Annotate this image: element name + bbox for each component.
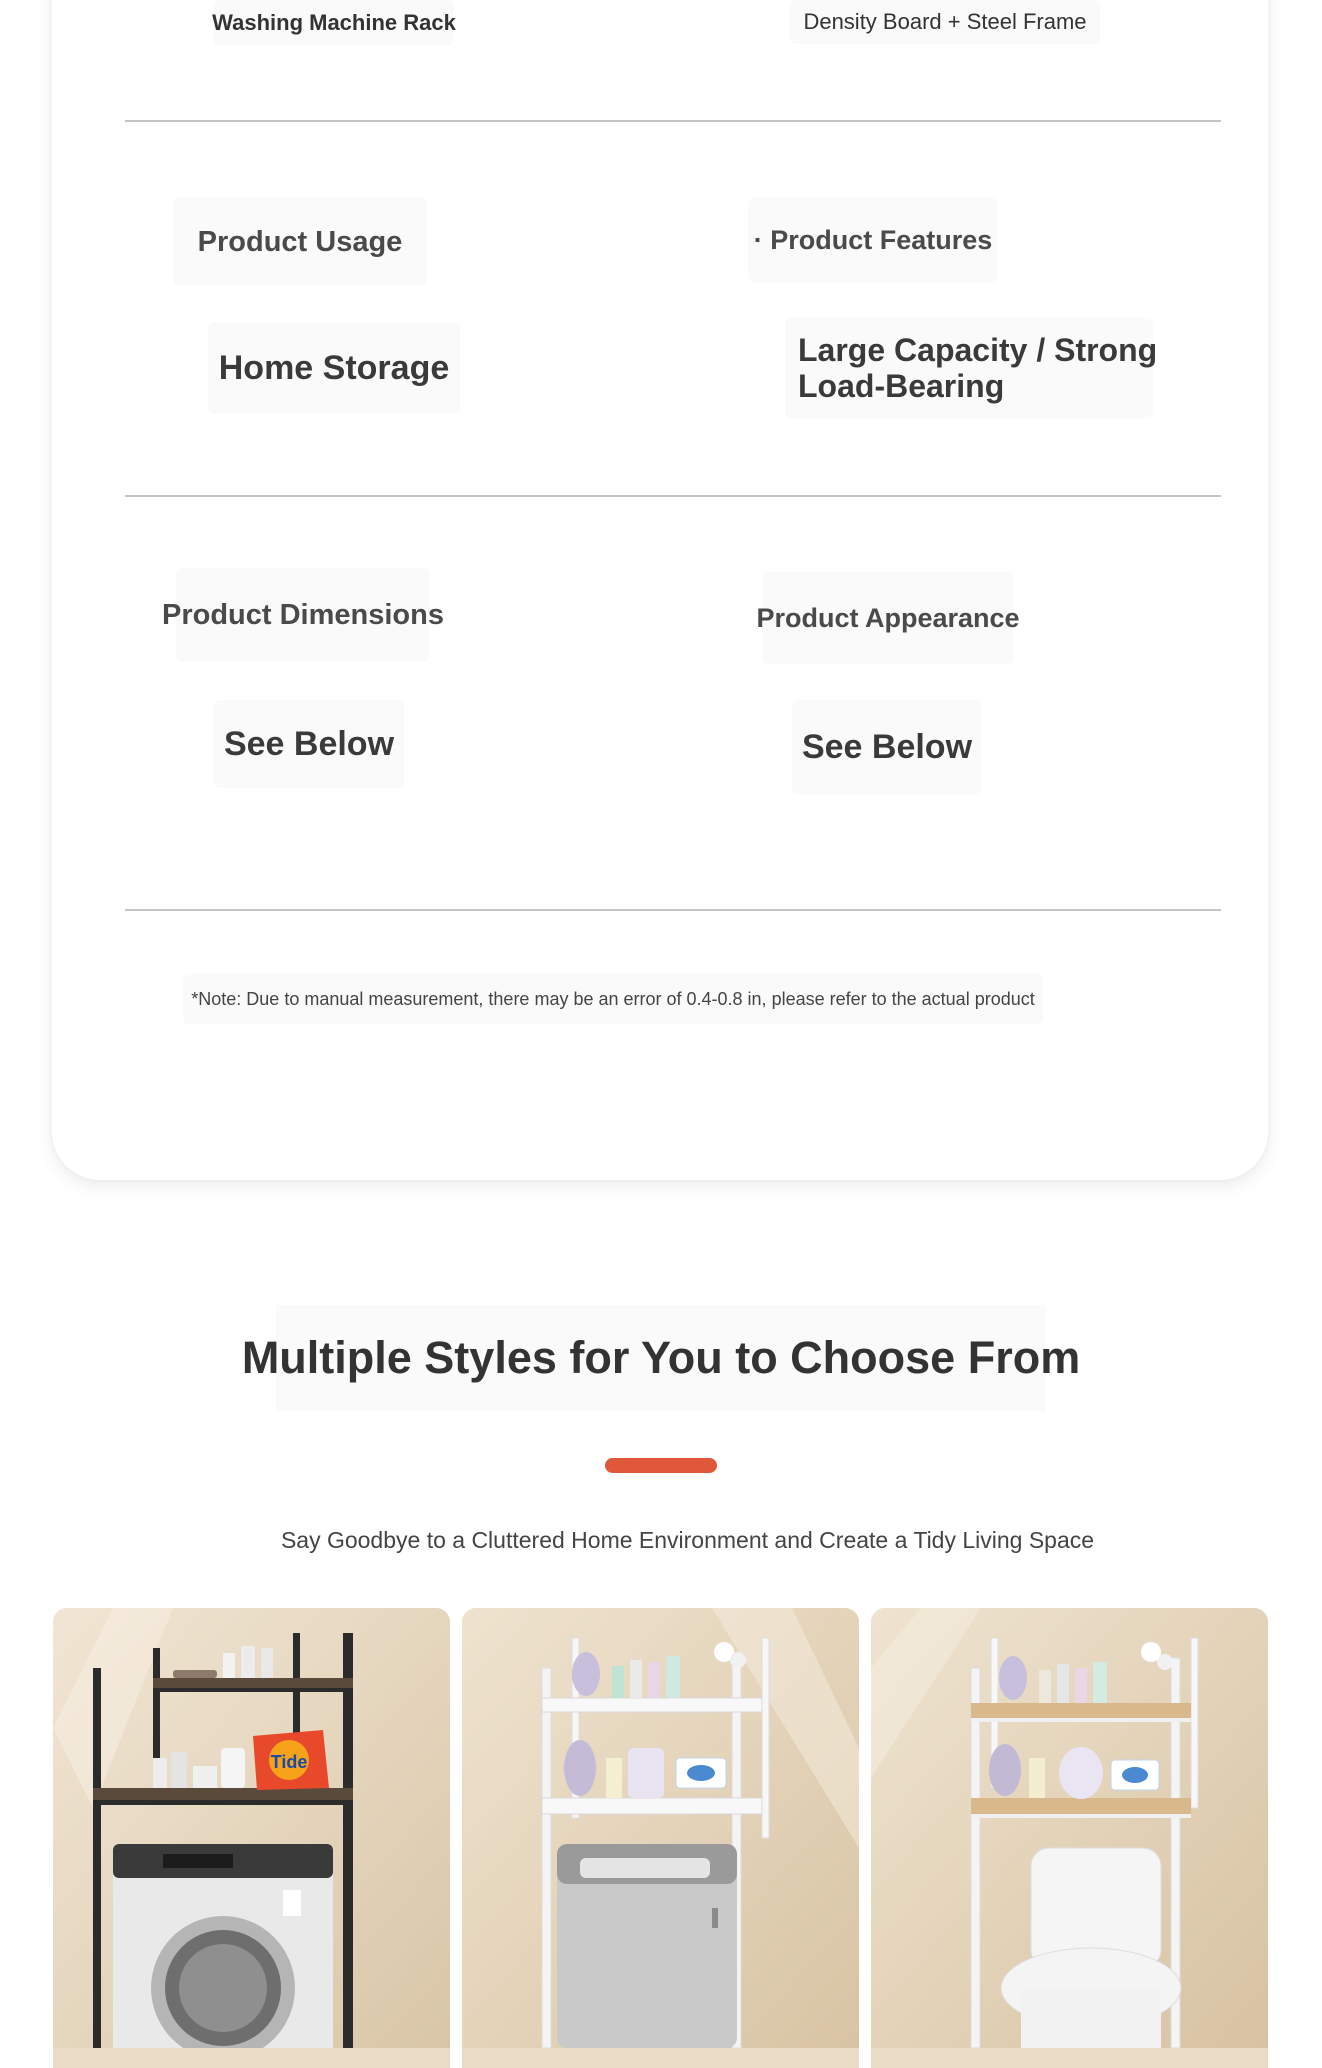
product-card-wood-rack[interactable] (871, 1608, 1268, 2068)
title-accent-bar (605, 1458, 717, 1473)
white-rack-top-loader-image (462, 1608, 859, 2048)
tide-logo-text: Tide (270, 1752, 308, 1772)
product-usage-label-text: Product Usage (197, 225, 403, 258)
divider-3 (125, 909, 1221, 911)
product-dimensions-value (214, 700, 404, 788)
product-features-value-line1: Large Capacity / Strong (798, 332, 1158, 368)
measurement-note (183, 974, 1043, 1024)
product-name-value (214, 0, 454, 46)
product-usage-value-text: Home Storage (218, 348, 450, 387)
product-appearance-value (792, 700, 982, 794)
wood-rack-toilet-image (871, 1608, 1268, 2048)
detergent-bag (253, 1730, 329, 1790)
product-features-label (748, 198, 998, 282)
product-appearance-value-text: See Below (801, 727, 973, 766)
product-features-value-line2: Load-Bearing (798, 368, 1005, 404)
product-card-black-rack[interactable] (53, 1608, 450, 2068)
product-appearance-label (756, 572, 1020, 664)
product-name-text: Washing Machine Rack (212, 10, 456, 35)
product-dimensions-label-text: Product Dimensions (162, 598, 444, 631)
product-dimensions-label (162, 568, 444, 662)
product-card-white-rack[interactable] (462, 1608, 859, 2068)
styles-section-subtitle: Say Goodbye to a Cluttered Home Environment and Create a Tidy Living Space (280, 1526, 1095, 1553)
product-features-value (785, 318, 1158, 418)
product-appearance-label-text: Product Appearance (756, 602, 1020, 633)
styles-section-title (241, 1305, 1081, 1411)
product-usage-value (208, 322, 460, 414)
material-value (790, 0, 1100, 44)
black-rack-washer-image (53, 1608, 450, 2048)
divider-1 (125, 120, 1221, 122)
product-usage-label (173, 198, 427, 286)
styles-section-title-text: Multiple Styles for You to Choose From (241, 1332, 1081, 1383)
material-text: Density Board + Steel Frame (803, 9, 1087, 34)
divider-2 (125, 495, 1221, 497)
product-dimensions-value-text: See Below (223, 724, 395, 763)
measurement-note-text: *Note: Due to manual measurement, there may be an error of 0.4-0.8 in, please refer to the actual product (191, 988, 1035, 1009)
product-features-label-text: · Product Features (753, 224, 993, 255)
